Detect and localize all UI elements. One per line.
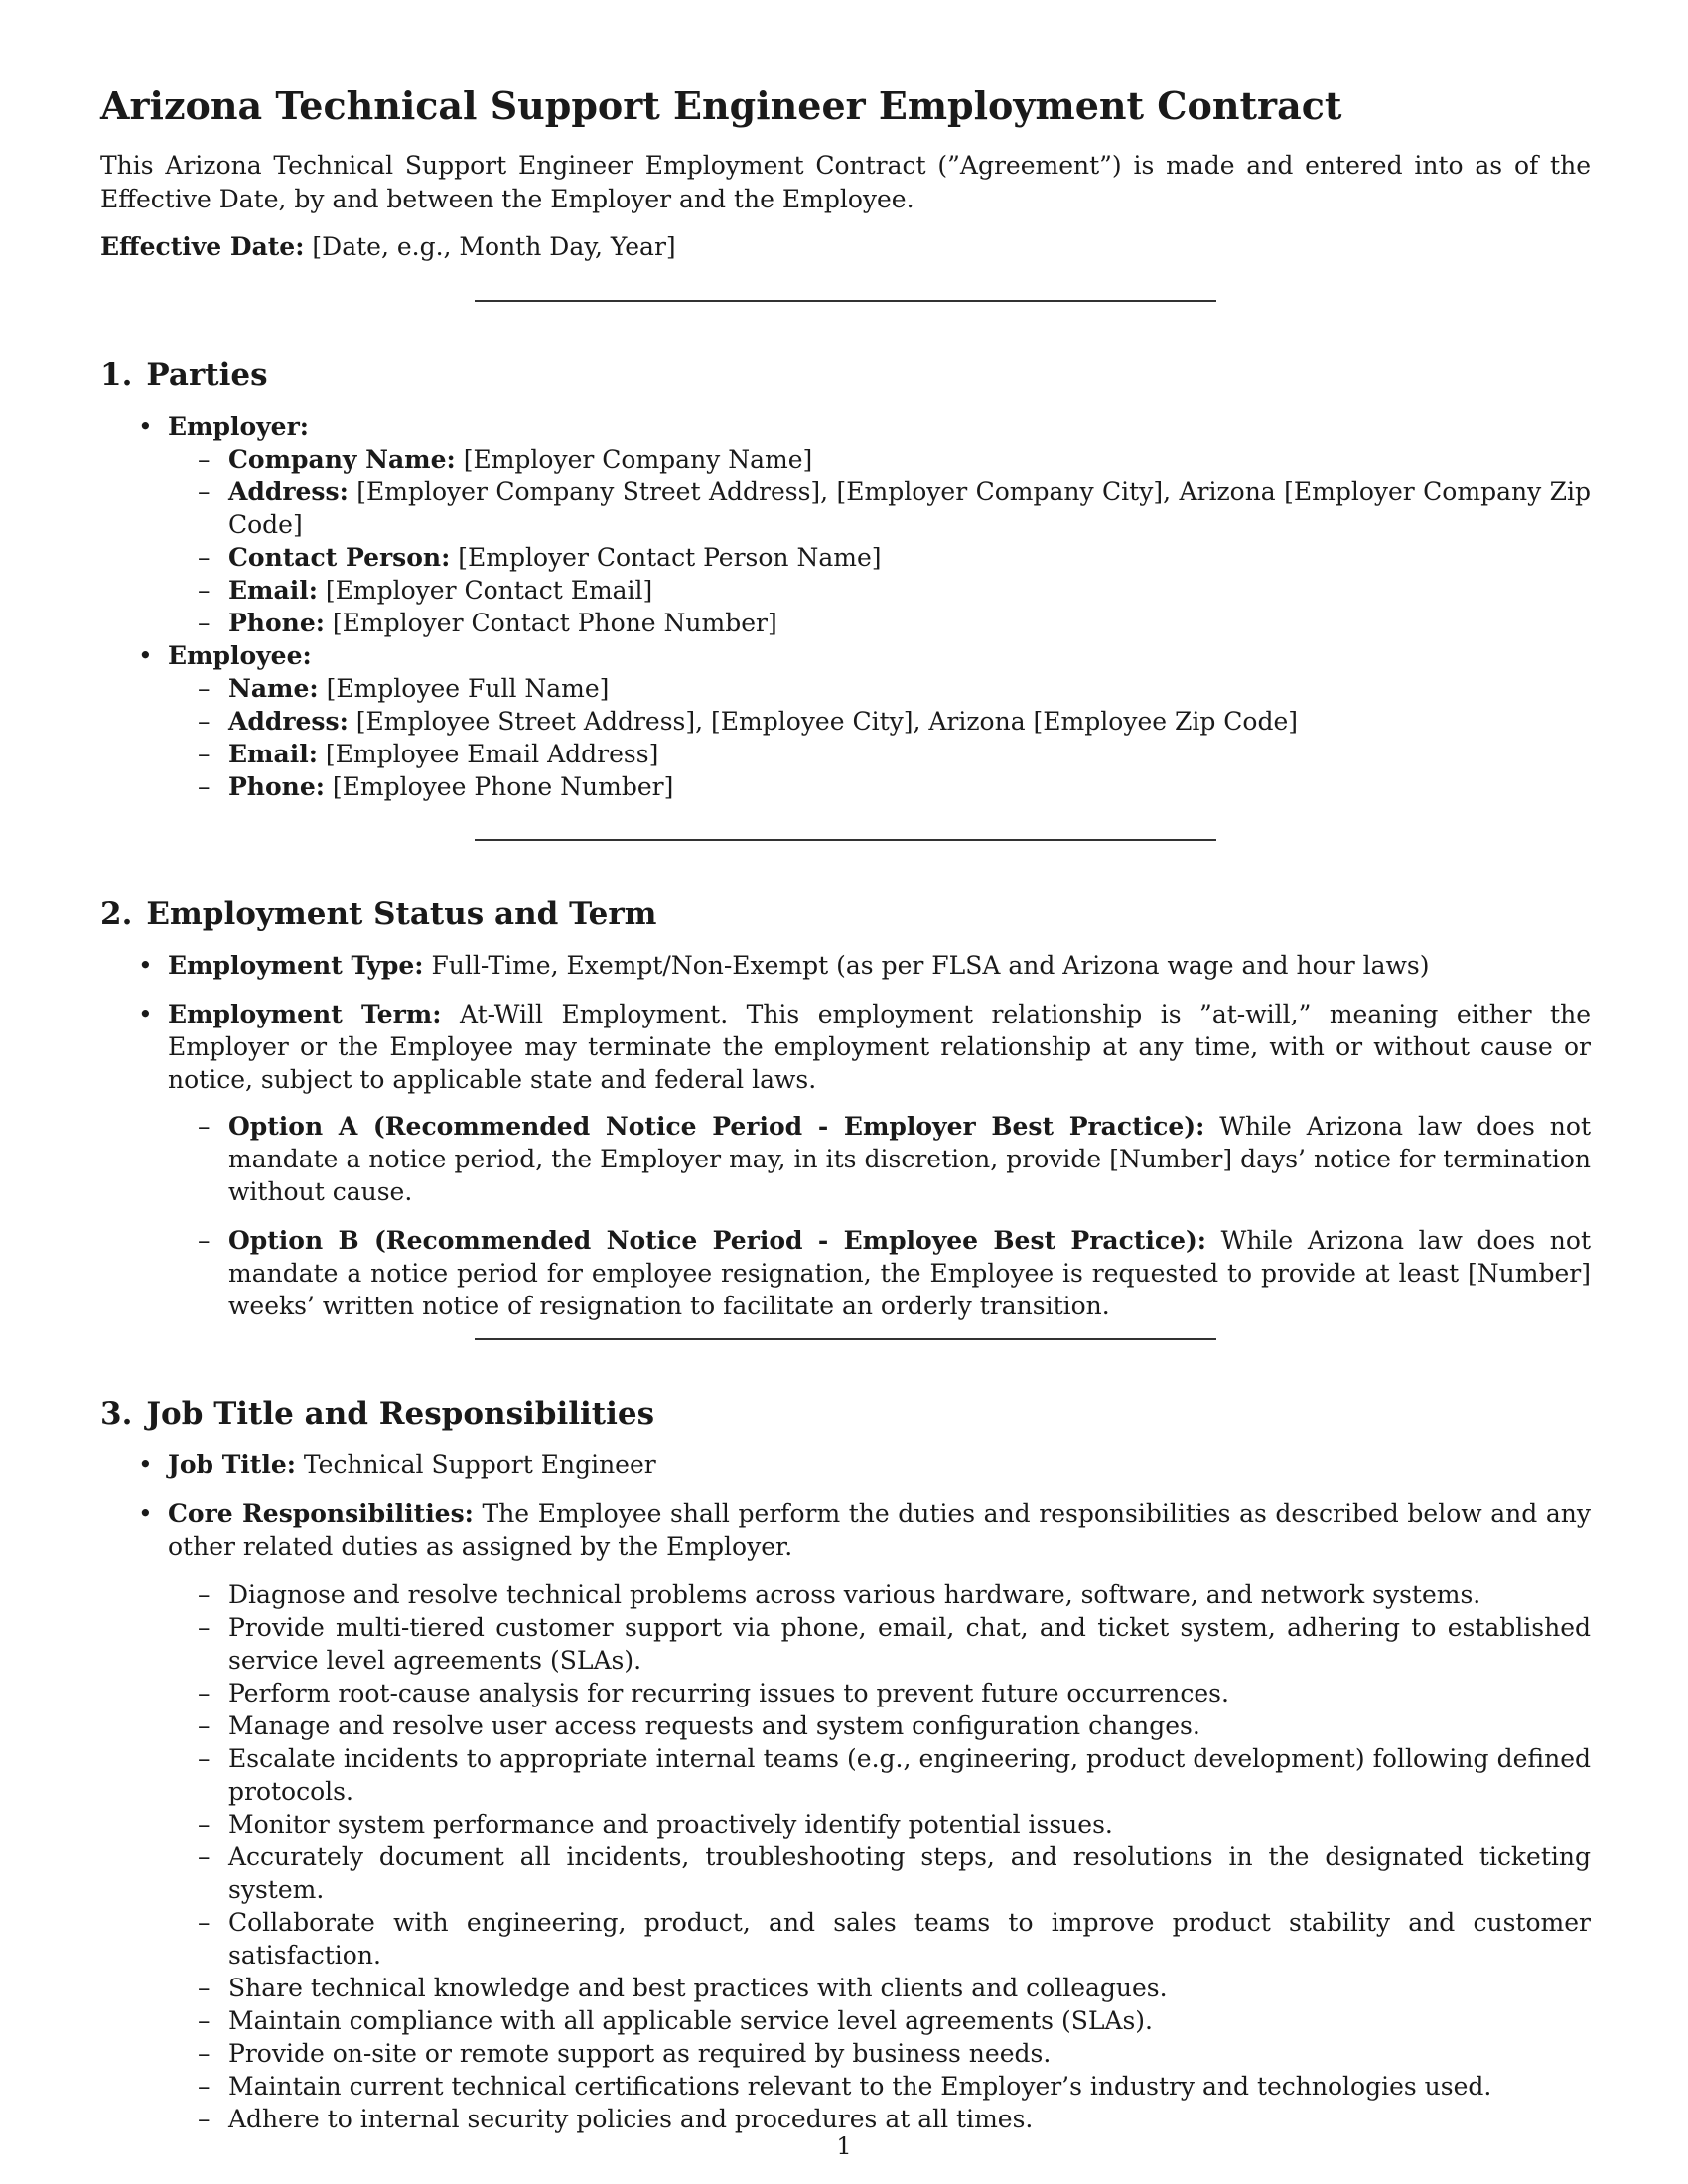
employment-term: • Employment Term: At-Will Employment. This employment relationship is ”at-will,” meaning either the Employer or the Employee may terminate the employment relationship at any time, with or without cause or notice, subject to applicable state and federal laws. – Option A (Recommended Notice Period - Employer Best Practice): While Arizona law does not mandate a notice period, the Employer may, in its discretion, provide [Number] days’ notice for termination without cause. – Option B (Recommended Notice Period - Employee Best Practice): While Arizona law does not mandate a notice period for employee resignation, the Employee is requested to provide at least [Number] weeks’ written notice of resignation to facilitate an orderly transition. (168, 998, 1591, 1322)
duties-list (168, 1578, 1591, 2135)
job-title: • Job Title: Technical Support Engineer (168, 1448, 1591, 1481)
option-a: – Option A (Recommended Notice Period - Employer Best Practice): While Arizona law does not mandate a notice period, the Employer may, in its discretion, provide [Number] days’ notice for termination without cause. (228, 1110, 1591, 1208)
duty-item: – Manage and resolve user access requests and system configuration changes. (228, 1709, 1591, 1742)
page-number: 1 (836, 2132, 852, 2160)
duty-item: – Diagnose and resolve technical problems across various hardware, software, and network systems. (228, 1578, 1591, 1611)
intro-paragraph: This Arizona Technical Support Engineer Employment Contract (”Agreement”) is made and entered into as of the Effective Date, by and between the Employer and the Employee. (100, 150, 1591, 213)
employment-type: • Employment Type: Full-Time, Exempt/Non-Exempt (as per FLSA and Arizona wage and hour laws) (168, 949, 1591, 982)
divider (475, 839, 1216, 841)
duty-item: – Accurately document all incidents, troubleshooting steps, and resolutions in the designated ticketing system. (228, 1841, 1591, 1906)
duty-item: – Provide on-site or remote support as required by business needs. (228, 2037, 1591, 2070)
duty-item: – Escalate incidents to appropriate internal teams (e.g., engineering, product development) following defined protocols. (228, 1742, 1591, 1808)
employer-company-name: – Company Name: [Employer Company Name] (228, 443, 1591, 476)
employee-name: – Name: [Employee Full Name] (228, 672, 1591, 705)
job-list (100, 1448, 1591, 2135)
divider (475, 1338, 1216, 1340)
document-page (100, 83, 1591, 2151)
employment-list (100, 949, 1591, 1322)
document-title: Arizona Technical Support Engineer Employment Contract (100, 83, 1342, 128)
duty-item: – Maintain current technical certifications relevant to the Employer’s industry and technologies used. (228, 2070, 1591, 2103)
employee-item: • Employee: – Name: [Employee Full Name] – Address: [Employee Street Address], [Employee City], Arizona [Employee Zip Code] – Email: [Employee Email Address] – Phone: [Employee Phone Number] (168, 639, 1591, 803)
duty-item: – Monitor system performance and proactively identify potential issues. (228, 1808, 1591, 1841)
employer-email: – Email: [Employer Contact Email] (228, 574, 1591, 607)
employee-address: – Address: [Employee Street Address], [Employee City], Arizona [Employee Zip Code] (228, 705, 1591, 738)
duty-item: – Perform root-cause analysis for recurring issues to prevent future occurrences. (228, 1677, 1591, 1709)
duty-item: – Provide multi-tiered customer support via phone, email, chat, and ticket system, adhering to established service level agreements (SLAs). (228, 1611, 1591, 1677)
employer-item: • Employer: – Company Name: [Employer Company Name] – Address: [Employer Company Street Address], [Employer Company City], Arizona [Employer Company Zip Code] – Contact Person: [Employer Contact Person Name] – Email: [Employer Contact Email] – Phone: [Employer Contact Phone Number] (168, 410, 1591, 639)
parties-list (100, 410, 1591, 803)
employee-phone: – Phone: [Employee Phone Number] (228, 770, 1591, 803)
employer-address: – Address: [Employer Company Street Address], [Employer Company City], Arizona [Employer Company Zip Code] (228, 476, 1591, 541)
option-b: – Option B (Recommended Notice Period - Employee Best Practice): While Arizona law does not mandate a notice period for employee resignation, the Employee is requested to provide at least [Number] weeks’ written notice of resignation to facilitate an orderly transition. (228, 1224, 1591, 1322)
employer-contact-person: – Contact Person: [Employer Contact Person Name] (228, 541, 1591, 574)
effective-date (100, 230, 1591, 264)
duty-item: – Collaborate with engineering, product, and sales teams to improve product stability and customer satisfaction. (228, 1906, 1591, 1972)
duty-item: – Adhere to internal security policies and procedures at all times. (228, 2103, 1591, 2135)
effective-date-value: [Date, e.g., Month Day, Year] (312, 231, 676, 261)
section-heading-employment: 2. Employment Status and Term (100, 895, 657, 932)
effective-date-label: Effective Date: (100, 231, 305, 261)
section-heading-parties: 1. Parties (100, 356, 268, 393)
divider (475, 300, 1216, 302)
section-heading-job: 3. Job Title and Responsibilities (100, 1395, 655, 1432)
duty-item: – Share technical knowledge and best practices with clients and colleagues. (228, 1972, 1591, 2004)
core-responsibilities: • Core Responsibilities: The Employee shall perform the duties and responsibilities as described below and any other related duties as assigned by the Employer. – Diagnose and resolve technical problems across various hardware, software, and network systems. – Provide multi-tiered customer support via phone, email, chat, and ticket system, adhering to established service level agreements (SLAs). – Perform root-cause analysis for recurring issues to prevent future occurrences. – Manage and resolve user access requests and system configuration changes. – Escalate incidents to appropriate internal teams (e.g., engineering, product development) following defined protocols. – Monitor system performance and proactively identify potential issues. – Accurately document all incidents, troubleshooting steps, and resolutions in the designated ticketing system. – Collaborate with engineering, product, and sales teams to improve product stability and customer satisfaction. – Share technical knowledge and best practices with clients and colleagues. – Maintain compliance with all applicable service level agreements (SLAs). – Provide on-site or remote support as required by business needs. – Maintain current technical certifications relevant to the Employer’s industry and technologies used. – Adhere to internal security policies and procedures at all times. (168, 1497, 1591, 2135)
duty-item: – Maintain compliance with all applicable service level agreements (SLAs). (228, 2004, 1591, 2037)
employer-phone: – Phone: [Employer Contact Phone Number] (228, 607, 1591, 639)
employee-email: – Email: [Employee Email Address] (228, 738, 1591, 770)
